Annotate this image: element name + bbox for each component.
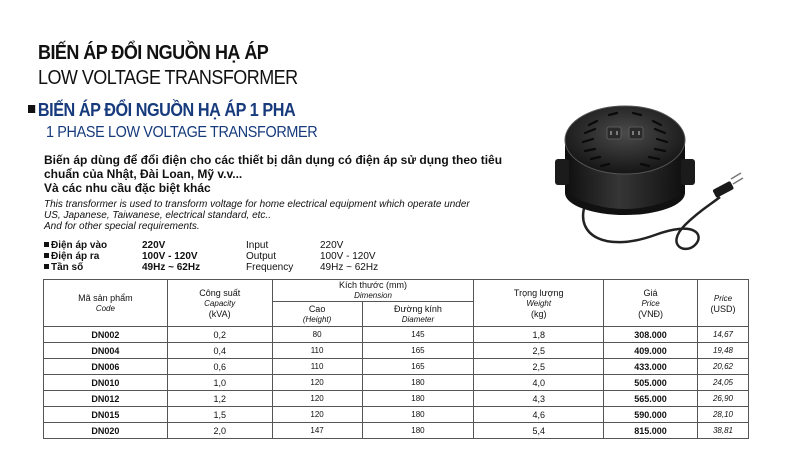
spec-value-en: 100V - 120V [320, 251, 376, 262]
spec-label-vi: Điện áp vào [51, 240, 108, 251]
cell-usd: 28,10 [698, 407, 749, 423]
header-dimension: Kích thước (mm) Dimension [272, 280, 474, 302]
section-title-en: 1 PHASE LOW VOLTAGE TRANSFORMER [46, 124, 318, 141]
header-usd: Price (USD) [698, 280, 749, 327]
cell-capacity: 1,2 [167, 391, 272, 407]
cell-height: 120 [272, 375, 362, 391]
spec-label-en: Frequency [246, 262, 294, 273]
cell-capacity: 1,0 [167, 375, 272, 391]
cell-price: 308.000 [604, 327, 698, 343]
table-row [44, 375, 749, 391]
table-row [44, 391, 749, 407]
cell-code: DN002 [44, 327, 168, 343]
spec-value-en: 220V [320, 240, 344, 251]
cell-usd: 14,67 [698, 327, 749, 343]
spec-value-en: 49Hz ~ 62Hz [320, 262, 379, 273]
table-row [44, 327, 749, 343]
cell-weight: 4,3 [474, 391, 604, 407]
cell-price: 815.000 [604, 423, 698, 439]
spec-list [44, 240, 384, 273]
section-title-vi-text: BIẾN ÁP ĐỔI NGUỒN HẠ ÁP 1 PHA [37, 100, 296, 120]
cell-height: 110 [272, 359, 362, 375]
cell-diameter: 180 [362, 407, 474, 423]
cell-diameter: 145 [362, 327, 474, 343]
cell-capacity: 0,4 [167, 343, 272, 359]
cell-height: 80 [272, 327, 362, 343]
spec-row [44, 262, 384, 273]
cell-usd: 20,62 [698, 359, 749, 375]
table-row [44, 423, 749, 439]
cell-price: 433.000 [604, 359, 698, 375]
cell-diameter: 180 [362, 375, 474, 391]
cell-capacity: 0,2 [167, 327, 272, 343]
table-row [44, 359, 749, 375]
cell-code: DN004 [44, 343, 168, 359]
description-en-line: And for other special requirements. [44, 221, 200, 232]
description-en-line: US, Japanese, Taiwanese, electrical standard, etc.. [44, 210, 271, 221]
spec-label-en: Output [246, 251, 277, 262]
cell-diameter: 180 [362, 391, 474, 407]
cell-code: DN020 [44, 423, 168, 439]
spec-value-vi: 49Hz ~ 62Hz [142, 262, 201, 273]
header-price: Giá Price (VNĐ) [604, 280, 698, 327]
header-height: Cao (Height) [272, 302, 362, 327]
cell-price: 590.000 [604, 407, 698, 423]
cell-price: 565.000 [604, 391, 698, 407]
spec-value-vi: 220V [142, 240, 166, 251]
cell-height: 147 [272, 423, 362, 439]
bullet-icon [44, 253, 49, 258]
description-vi-line: chuẩn của Nhật, Đài Loan, Mỹ v.v... [44, 167, 243, 181]
cell-diameter: 165 [362, 359, 474, 375]
product-table [43, 279, 749, 439]
bullet-square-icon [28, 105, 35, 113]
transformer-product-image [545, 85, 760, 270]
spec-label-en: Input [246, 240, 269, 251]
header-capacity: Công suất Capacity (kVA) [167, 280, 272, 327]
bullet-icon [44, 242, 49, 247]
spec-row [44, 251, 384, 262]
spec-value-vi: 100V - 120V [142, 251, 198, 262]
cell-code: DN010 [44, 375, 168, 391]
cell-weight: 5,4 [474, 423, 604, 439]
cell-usd: 24,05 [698, 375, 749, 391]
cell-weight: 2,5 [474, 359, 604, 375]
cell-capacity: 1,5 [167, 407, 272, 423]
cell-height: 120 [272, 391, 362, 407]
spec-label-vi: Tần số [51, 262, 84, 273]
cell-capacity: 2,0 [167, 423, 272, 439]
cell-code: DN006 [44, 359, 168, 375]
cell-code: DN015 [44, 407, 168, 423]
cell-weight: 4,0 [474, 375, 604, 391]
bullet-icon [44, 264, 49, 269]
cell-usd: 26,90 [698, 391, 749, 407]
description-en [44, 199, 470, 232]
cell-price: 505.000 [604, 375, 698, 391]
spec-row [44, 240, 384, 251]
table-row [44, 343, 749, 359]
cell-capacity: 0,6 [167, 359, 272, 375]
description-vi-line: Biến áp dùng để đổi điện cho các thiết bị dân dụng có điện áp sử dụng theo tiêu [44, 153, 503, 167]
cell-height: 110 [272, 343, 362, 359]
table-row [44, 407, 749, 423]
cell-weight: 4,6 [474, 407, 604, 423]
cell-diameter: 165 [362, 343, 474, 359]
header-diameter: Đường kính Diameter [362, 302, 474, 327]
table-header-row [44, 280, 749, 302]
header-weight: Trọng lượng Weight (kg) [474, 280, 604, 327]
description-vi [44, 153, 502, 195]
description-vi-line: Và các nhu cầu đặc biệt khác [44, 181, 211, 195]
main-title-en: LOW VOLTAGE TRANSFORMER [38, 67, 298, 89]
description-en-line: This transformer is used to transform voltage for home electrical equipment which operate under [44, 199, 470, 210]
cell-code: DN012 [44, 391, 168, 407]
spec-label-vi: Điện áp ra [51, 251, 100, 262]
cell-diameter: 180 [362, 423, 474, 439]
cell-price: 409.000 [604, 343, 698, 359]
cell-usd: 19,48 [698, 343, 749, 359]
main-title-vi: BIẾN ÁP ĐỔI NGUỒN HẠ ÁP [38, 42, 269, 64]
cell-height: 120 [272, 407, 362, 423]
cell-weight: 1,8 [474, 327, 604, 343]
cell-weight: 2,5 [474, 343, 604, 359]
cell-usd: 38,81 [698, 423, 749, 439]
section-title-vi [28, 100, 295, 121]
header-code: Mã sản phẩm Code [44, 280, 168, 327]
